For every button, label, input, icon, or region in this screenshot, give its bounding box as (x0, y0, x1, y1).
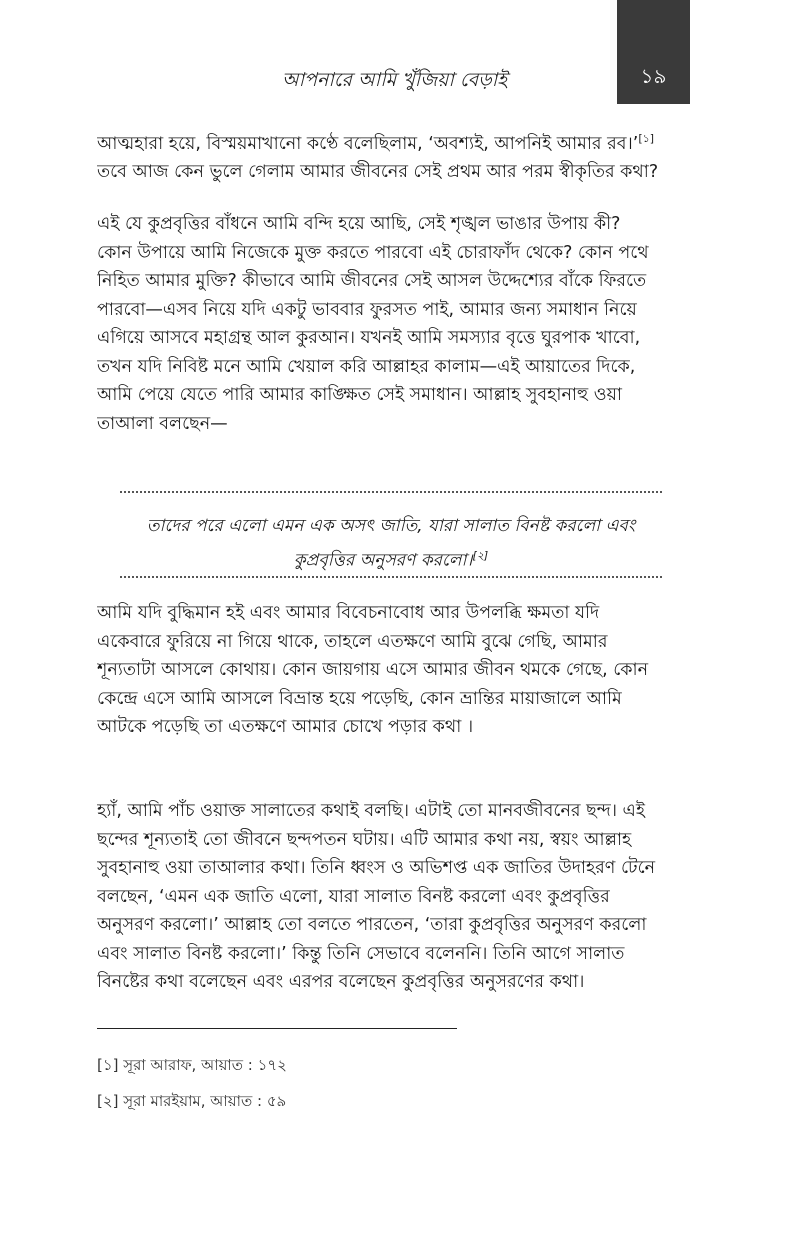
text-line: তবে আজ কেন ভুলে গেলাম আমার জীবনের সেই প্রথম আর পরম স্বীকৃতির কথা? (97, 162, 659, 183)
quote-line: তাদের পরে এলো এমন এক অসৎ জাতি, যারা সালাত বিনষ্ট করলো এবং (146, 516, 636, 536)
running-header-title: আপনারে আমি খুঁজিয়া বেড়াই (282, 69, 508, 91)
text-line: আমি পেয়ে যেতে পারি আমার কাঙ্ক্ষিত সেই সমাধান। আল্লাহ সুবহানাহু ওয়া (97, 385, 622, 405)
line-text: আত্মহারা হয়ে, বিস্ময়মাখানো কণ্ঠে বলেছিলাম, ‘অবশ্যই, আপনিই আমার রব।’ (97, 133, 639, 154)
text-line: কেন্দ্রে এসে আমি আসলে বিভ্রান্ত হয়ে পড়েছি, কোন ভ্রান্তির মায়াজালে আমি (97, 688, 622, 709)
text-line: হ্যাঁ, আমি পাঁচ ওয়াক্ত সালাতের কথাই বলছি। এটাই তো মানবজীবনের ছন্দ। এই (97, 801, 645, 821)
text-line: বলছেন, ‘এমন এক জাতি এলো, যারা সালাত বিনষ্ট করলো এবং কুপ্রবৃত্তির (97, 886, 610, 907)
text-line: ছন্দের শূন্যতাই তো জীবনে ছন্দপতন ঘটায়। এটি আমার কথা নয়, স্বয়ং আল্লাহ (97, 829, 632, 850)
page-number-box (617, 0, 690, 104)
paragraph-2 (97, 210, 697, 438)
text-line: শূন্যতাটা আসলে কোথায়। কোন জায়গায় এসে আমার জীবন থমকে গেছে, কোন (97, 660, 649, 680)
footnote-divider (97, 1028, 457, 1029)
text-line: একেবারে ফুরিয়ে না গিয়ে থাকে, তাহলে এতক্ষণে আমি বুঝে গেছি, আমার (97, 631, 608, 652)
paragraph-4 (97, 797, 697, 997)
text-line: এই যে কুপ্রবৃত্তির বাঁধনে আমি বন্দি হয়ে আছি, সেই শৃঙ্খল ভাঙার উপায় কী? (97, 214, 621, 234)
quote-text: কুপ্রবৃত্তির অনুসরণ করলো। (293, 550, 473, 571)
quote-rule-top (120, 491, 662, 493)
text-line: সুবহানাহু ওয়া তাআলার কথা। তিনি ধ্বংস ও অভিশপ্ত এক জাতির উদাহরণ টেনে (97, 858, 656, 878)
text-line: নিহিত আমার মুক্তি? কীভাবে আমি জীবনের সেই আসল উদ্দেশ্যের বাঁকে ফিরতে (97, 271, 647, 291)
quote-line (110, 541, 672, 576)
text-line: তাআলা বলছেন— (97, 413, 228, 434)
paragraph-3 (97, 599, 697, 742)
text-line: বিনষ্টের কথা বলেছেন এবং এরপর বলেছেন কুপ্রবৃত্তির অনুসরণের কথা। (97, 972, 585, 992)
text-line: এগিয়ে আসবে মহাগ্রন্থ আল কুরআন। যখনই আমি সমস্যার বৃত্তে ঘুরপাক খাবো, (97, 328, 641, 348)
quote-rule-bottom (120, 576, 662, 578)
text-line: আটকে পড়েছি তা এতক্ষণে আমার চোখে পড়ার কথা । (97, 717, 474, 737)
quran-quote (110, 511, 672, 576)
text-line: এবং সালাত বিনষ্ট করলো।’ কিন্তু তিনি সেভাবে বলেননি। তিনি আগে সালাত (97, 943, 625, 964)
text-line (97, 125, 697, 158)
text-line: অনুসরণ করলো।’ আল্লাহ তো বলতে পারতেন, ‘তারা কুপ্রবৃত্তির অনুসরণ করলো (97, 915, 647, 935)
footnote-ref-2[interactable]: [২] (472, 549, 489, 562)
text-line: তখন যদি নিবিষ্ট মনে আমি খেয়াল করি আল্লাহর কালাম—এই আয়াতের দিকে, (97, 356, 636, 377)
page-number: ১৯ (640, 64, 667, 88)
footnote-2: [২] সূরা মারইয়াম, আয়াত : ৫৯ (97, 1092, 287, 1110)
footnote-ref-1[interactable]: [১] (638, 132, 655, 145)
text-line: আমি যদি বুদ্ধিমান হই এবং আমার বিবেচনাবোধ আর উপলব্ধি ক্ষমতা যদি (97, 603, 600, 623)
text-line: পারবো—এসব নিয়ে যদি একটু ভাববার ফুরসত পাই, আমার জন্য সমাধান নিয়ে (97, 299, 637, 320)
text-line: কোন উপায়ে আমি নিজেকে মুক্ত করতে পারবো এই চোরাফাঁদ থেকে? কোন পথে (97, 242, 649, 263)
paragraph-1 (97, 125, 697, 187)
footnote-1: [১] সূরা আরাফ, আয়াত : ১৭২ (97, 1056, 287, 1074)
